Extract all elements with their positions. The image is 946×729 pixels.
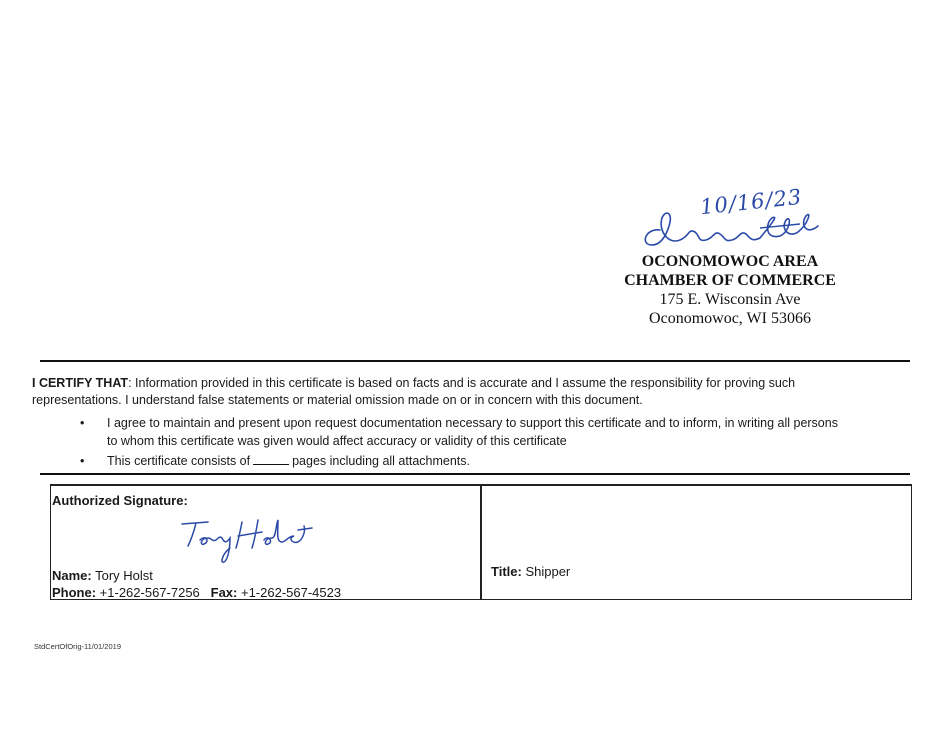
title-label: Title: xyxy=(491,564,522,579)
bullet-text-pre: This certificate consists of xyxy=(107,454,251,468)
name-label: Name: xyxy=(52,568,92,583)
fax-label: Fax: xyxy=(210,585,238,600)
bullet-text-post: pages including all attachments. xyxy=(292,454,470,468)
name-value: Tory Holst xyxy=(91,568,153,583)
bullet-text: I agree to maintain and present upon request documentation necessary to support this certificate and to inform, in writing all persons to whom this certificate was given would affect accuracy or validity of this certificate xyxy=(107,416,838,448)
table-column-divider xyxy=(480,484,482,599)
chamber-street: 175 E. Wisconsin Ave xyxy=(659,291,801,308)
certify-bullets xyxy=(80,414,840,472)
certify-text: : Information provided in this certificate is based on facts and is accurate and I assume the responsibility for proving such representations. I understand false statements or material omission made on or in concern with this document. xyxy=(32,376,796,407)
handwritten-date: 10/16/23 xyxy=(699,184,804,220)
chamber-signature xyxy=(640,200,830,255)
bullet-item xyxy=(80,452,840,470)
certify-statement xyxy=(32,375,832,409)
phone-label: Phone: xyxy=(52,585,97,600)
chamber-name-line1: OCONOMOWOC AREA xyxy=(641,253,819,270)
divider-top xyxy=(40,360,910,362)
bullet-icon: • xyxy=(80,454,85,468)
phone-value: +1-262-567-7256 xyxy=(96,585,200,600)
divider-bottom xyxy=(40,473,910,475)
authorized-signature-label: Authorized Signature: xyxy=(52,493,188,508)
form-id-footer: StdCertOfOrig-11/01/2019 xyxy=(34,642,121,651)
bullet-icon: • xyxy=(80,416,85,430)
bullet-item xyxy=(80,414,840,450)
signer-title xyxy=(491,564,570,579)
fax-value: +1-262-567-4523 xyxy=(237,585,342,600)
chamber-city: Oconomowoc, WI 53066 xyxy=(649,310,811,327)
signer-contact xyxy=(52,585,341,600)
chamber-name-line2: CHAMBER OF COMMERCE xyxy=(624,272,836,289)
signer-name xyxy=(52,568,153,583)
page-count-blank[interactable] xyxy=(253,454,289,465)
chamber-address-block xyxy=(600,252,860,328)
title-value: Shipper xyxy=(521,564,571,579)
tory-holst-signature xyxy=(178,512,318,567)
certify-lead: I CERTIFY THAT xyxy=(32,376,129,390)
